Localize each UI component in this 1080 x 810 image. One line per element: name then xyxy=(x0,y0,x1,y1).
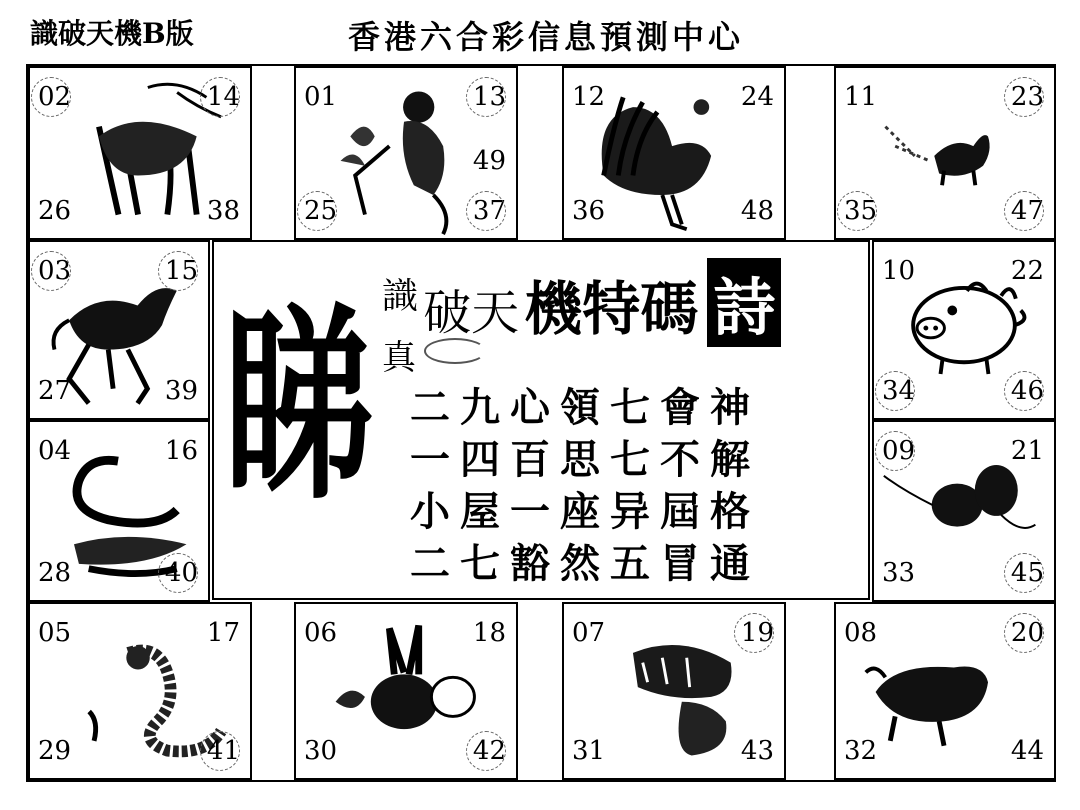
number: 20 xyxy=(1010,618,1044,648)
number: 43 xyxy=(740,736,774,766)
number: 40 xyxy=(164,558,198,588)
number: 26 xyxy=(38,196,72,226)
number: 39 xyxy=(164,376,198,406)
number: 09 xyxy=(882,436,916,466)
cell-dragon xyxy=(28,602,252,780)
number: 31 xyxy=(572,736,606,766)
scroll-ornament-icon xyxy=(424,338,486,364)
number: 06 xyxy=(304,618,338,648)
number: 29 xyxy=(38,736,72,766)
number: 11 xyxy=(844,82,878,112)
number: 44 xyxy=(1010,736,1044,766)
poem-line: 二七豁然五冒通 xyxy=(410,541,760,587)
cell-rat xyxy=(872,420,1056,602)
number: 04 xyxy=(38,436,72,466)
number: 49 xyxy=(472,146,506,176)
number: 13 xyxy=(472,82,506,112)
poem-title-part: 識 xyxy=(382,276,419,317)
number: 07 xyxy=(572,618,606,648)
number: 37 xyxy=(472,196,506,226)
big-character: 睇 xyxy=(224,285,374,529)
poem-title-part: 詩 xyxy=(707,258,781,347)
cell-tiger xyxy=(562,602,786,780)
number: 32 xyxy=(844,736,878,766)
edition-label: 識破天機B版 xyxy=(30,17,194,50)
number: 45 xyxy=(1010,558,1044,588)
poem-title-part: 機特碼 xyxy=(524,275,699,343)
cell-rabbit xyxy=(294,602,518,780)
number: 16 xyxy=(164,436,198,466)
cell-rooster xyxy=(562,66,786,240)
number: 05 xyxy=(38,618,72,648)
cell-pig xyxy=(872,240,1056,420)
number: 08 xyxy=(844,618,878,648)
number: 30 xyxy=(304,736,338,766)
number: 42 xyxy=(472,736,506,766)
number: 46 xyxy=(1010,376,1044,406)
number: 17 xyxy=(206,618,240,648)
number: 01 xyxy=(304,82,338,112)
cell-monkey xyxy=(294,66,518,240)
number: 22 xyxy=(1010,256,1044,286)
number: 23 xyxy=(1010,82,1044,112)
number: 41 xyxy=(206,736,240,766)
cell-horse xyxy=(28,240,210,420)
number: 34 xyxy=(882,376,916,406)
poem-line: 二九心領七會神 xyxy=(410,385,760,431)
number: 35 xyxy=(844,196,878,226)
page-title: 香港六合彩信息預測中心 xyxy=(348,18,745,56)
number: 47 xyxy=(1010,196,1044,226)
number: 03 xyxy=(38,256,72,286)
cell-dog xyxy=(834,66,1056,240)
number: 33 xyxy=(882,558,916,588)
number: 38 xyxy=(206,196,240,226)
cell-snake xyxy=(28,420,210,602)
poem-lines xyxy=(410,382,760,590)
zhen-char: 真 xyxy=(382,338,416,378)
poem-title-part: 破天 xyxy=(423,285,520,341)
number: 28 xyxy=(38,558,72,588)
cell-ox xyxy=(834,602,1056,780)
cell-goat xyxy=(28,66,252,240)
number: 18 xyxy=(472,618,506,648)
number: 25 xyxy=(304,196,338,226)
number: 21 xyxy=(1010,436,1044,466)
number: 24 xyxy=(740,82,774,112)
number: 36 xyxy=(572,196,606,226)
number: 15 xyxy=(164,256,198,286)
poem-line: 一四百思七不解 xyxy=(410,437,760,483)
poem-line: 小屋一座异屆格 xyxy=(410,489,760,535)
number: 12 xyxy=(572,82,606,112)
number: 19 xyxy=(740,618,774,648)
number: 10 xyxy=(882,256,916,286)
poem-panel xyxy=(212,240,870,600)
number: 48 xyxy=(740,196,774,226)
number: 14 xyxy=(206,82,240,112)
poem-title xyxy=(382,258,781,347)
number: 02 xyxy=(38,82,72,112)
number: 27 xyxy=(38,376,72,406)
